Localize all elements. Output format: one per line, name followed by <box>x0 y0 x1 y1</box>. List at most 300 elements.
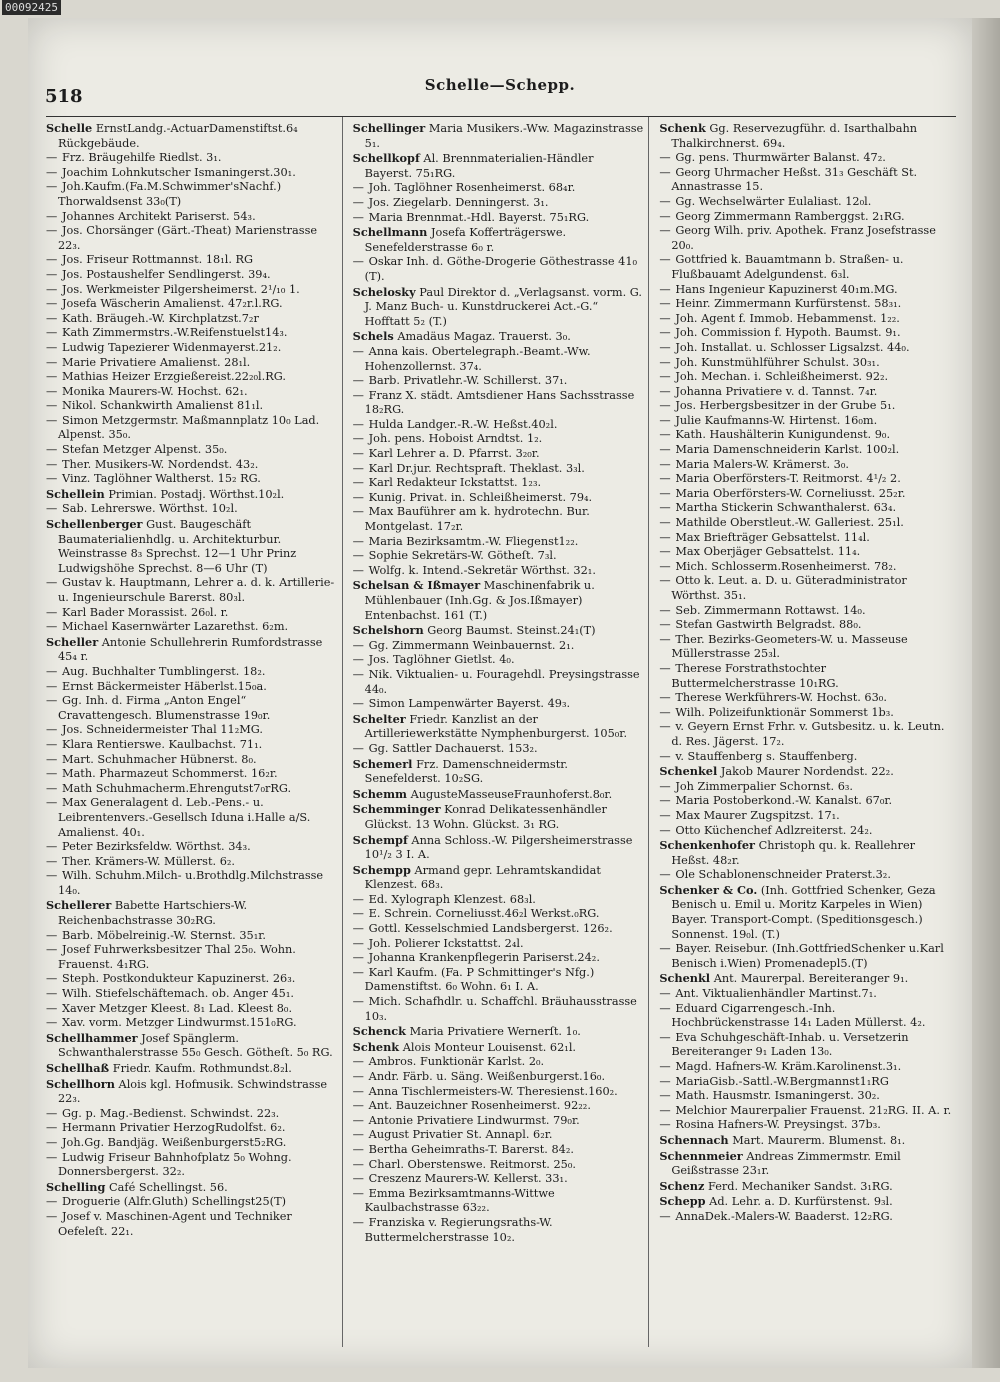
directory-entry <box>659 428 952 443</box>
entry-details: Amadäus Magaz. Trauerst. 3₀. <box>397 330 571 344</box>
entry-details: v. Geyern Ernst Frhr. v. Gutsbesitz. u. k. Leutn. d. Res. Jägerst. 17₂. <box>671 720 945 748</box>
entry-details: Josef Spänglerm. Schwanthalerstrasse 55₀ Gesch. Götheſt. 5₀ RG. <box>58 1031 333 1060</box>
entry-details: Wilh. Stiefelschäftemach. ob. Anger 45₁. <box>62 987 294 1001</box>
entry-details: Karl Kaufm. (Fa. P Schmittinger's Nfg.) Damenstiftst. 6₀ Wohn. 6₁ I. A. <box>364 965 595 994</box>
entry-details: Anna Tischlermeisters-W. Theresienst.160₂. <box>368 1084 618 1098</box>
entry-details: Babette Hartschiers-W. Reichenbachstrasse 30₂RG. <box>58 899 248 928</box>
ditto-dash: — <box>352 697 364 711</box>
ditto-dash: — <box>352 1084 364 1098</box>
directory-entry <box>353 1099 645 1114</box>
entry-surname: Schelling <box>46 1179 106 1194</box>
entry-details: Franziska v. Regierungsraths-W. Buttermelcherstrasse 10₂. <box>364 1215 553 1244</box>
column-middle <box>353 117 650 1347</box>
directory-entry <box>46 472 338 487</box>
directory-entry <box>659 883 952 942</box>
directory-entry <box>353 653 645 668</box>
entry-details: Friedr. Kaufm. Rothmundst.8₂l. <box>112 1062 292 1075</box>
entry-details: Maria Musikers.-Ww. Magazinstrasse 5₁. <box>364 122 644 150</box>
ditto-dash: — <box>352 936 364 950</box>
directory-entry <box>46 487 338 503</box>
directory-entry <box>659 1210 952 1225</box>
ditto-dash: — <box>352 534 364 548</box>
ditto-dash: — <box>46 282 58 296</box>
ditto-dash: — <box>46 224 58 238</box>
entry-surname: Schellein <box>46 486 105 501</box>
ditto-dash: — <box>659 486 671 500</box>
ditto-dash: — <box>659 1001 671 1015</box>
entry-details: Franz X. städt. Amtsdiener Hans Sachsstrasse 18₂RG. <box>364 388 635 417</box>
entry-details: Jos. Schneidermeister Thal 11₂MG. <box>62 723 263 737</box>
directory-entry <box>659 443 952 458</box>
entry-details: Konrad Delikatessenhändler Glückst. 13 Wohn. Glückst. 3₁ RG. <box>364 803 607 831</box>
entry-details: Johannes Architekt Pariserst. 54₃. <box>62 209 256 223</box>
directory-entry <box>353 668 645 697</box>
ditto-dash: — <box>352 1099 364 1113</box>
ditto-dash: — <box>352 1128 364 1142</box>
directory-entry <box>659 356 952 371</box>
ditto-dash: — <box>659 326 671 340</box>
entry-details: Barb. Möbelreinig.-W. Sternst. 35₁r. <box>62 928 266 942</box>
ditto-dash: — <box>46 987 58 1001</box>
directory-entry <box>353 623 645 639</box>
directory-entry <box>46 356 338 371</box>
directory-entry <box>353 1040 645 1056</box>
directory-entry <box>46 943 338 972</box>
ditto-dash: — <box>46 399 58 413</box>
directory-entry <box>46 341 338 356</box>
directory-entry <box>353 374 645 389</box>
directory-entry <box>46 576 338 605</box>
entry-surname: Schenkenhofer <box>659 838 755 853</box>
entry-details: Eduard Cigarrengesch.-Inh. Hochbrückenstrasse 14₁ Laden Müllerst. 4₂. <box>671 1001 926 1030</box>
directory-entry <box>353 535 645 550</box>
entry-details: Gust. Baugeschäft Baumaterialienhdlg. u. Architekturbur. Weinstrasse 8₃ Sprechst. 12—1 Uhr Prinz Ludwigshöhe Sprechst. 8—6 Uhr (T) <box>58 518 297 575</box>
entry-details: Xaver Metzger Kleest. 8₁ Lad. Kleest 8₀. <box>62 1001 293 1015</box>
directory-entry <box>46 121 338 151</box>
ditto-dash: — <box>46 972 58 986</box>
directory-entry <box>353 345 645 374</box>
entry-details: Andreas Zimmermstr. Emil Geißstrasse 23₁r. <box>671 1149 901 1178</box>
directory-entry <box>659 1133 952 1149</box>
ditto-dash: — <box>659 457 671 471</box>
entry-surname: Schempp <box>352 862 411 877</box>
directory-entry <box>659 545 952 560</box>
ditto-dash: — <box>46 413 58 427</box>
entry-details: Josef Fuhrwerksbesitzer Thal 25₀. Wohn. Frauenst. 4₁RG. <box>58 943 296 971</box>
directory-entry <box>46 1180 338 1196</box>
entry-details: v. Stauffenberg s. Stauffenberg. <box>675 749 858 763</box>
ditto-dash: — <box>659 370 671 384</box>
entry-details: Frz. Bräugehilfe Riedlst. 3₁. <box>62 151 222 165</box>
directory-entry <box>353 742 645 757</box>
directory-entry <box>659 1179 952 1195</box>
directory-entry <box>659 385 952 400</box>
directory-entry <box>353 447 645 462</box>
ditto-dash: — <box>659 311 671 325</box>
ditto-dash: — <box>659 1118 671 1132</box>
entry-details: Eva Schuhgeschäft-Inhab. u. Versetzerin Bereiteranger 9₁ Laden 13₀. <box>671 1030 909 1059</box>
entry-surname: Schemminger <box>352 802 441 817</box>
entry-details: Josefa Wäscherin Amalienst. 47₂r.l.RG. <box>62 297 283 311</box>
directory-entry <box>46 370 338 385</box>
directory-entry <box>46 502 338 517</box>
entry-details: Ther. Bezirks-Geometers-W. u. Masseuse Müllerstrasse 25₃l. <box>671 632 908 661</box>
directory-entry <box>46 694 338 723</box>
entry-details: Gg. pens. Thurmwärter Balanst. 47₂. <box>675 151 886 165</box>
directory-entry <box>659 1104 952 1119</box>
ditto-dash: — <box>659 209 671 223</box>
directory-entry <box>659 414 952 429</box>
directory-entry <box>659 720 952 749</box>
directory-entry <box>353 255 645 284</box>
entry-details: Joh Zimmerpalier Schornst. 6₃. <box>675 779 854 793</box>
directory-entry <box>353 1216 645 1245</box>
entry-details: Jos. Postaushelfer Sendlingerst. 39₄. <box>62 267 271 281</box>
entry-details: Otto Küchenchef Adlzreiterst. 24₂. <box>675 823 873 837</box>
entry-details: Andr. Färb. u. Säng. Weißenburgerst.16₀. <box>368 1070 606 1083</box>
entry-details: Therese Werkführers-W. Hochst. 63₀. <box>675 691 887 705</box>
entry-details: Anna Schloss.-W. Pilgersheimerstrasse 10¹/₂ 3 I. A. <box>364 833 633 862</box>
entry-details: Gg. Zimmermann Weinbauernst. 2₁. <box>368 638 575 652</box>
directory-entry <box>353 863 645 893</box>
entry-details: Karl Bader Morassist. 26₀l. r. <box>62 605 229 619</box>
entry-details: Maria Malers-W. Krämerst. 3₀. <box>675 457 849 471</box>
directory-entry <box>353 712 645 742</box>
directory-entry <box>46 458 338 473</box>
entry-surname: Schelter <box>352 711 406 726</box>
ditto-dash: — <box>659 399 671 413</box>
directory-entry <box>46 929 338 944</box>
entry-details: Ernst Bäckermeister Häberlst.15₀a. <box>62 679 267 693</box>
ditto-dash: — <box>659 340 671 354</box>
ditto-dash: — <box>46 1209 58 1223</box>
ditto-dash: — <box>46 694 58 708</box>
ditto-dash: — <box>659 151 671 165</box>
entry-details: Max Briefträger Gebsattelst. 11₄l. <box>675 530 870 544</box>
running-head: Schelle—Schepp. <box>424 76 576 94</box>
directory-entry <box>353 907 645 922</box>
ditto-dash: — <box>352 638 364 652</box>
directory-entry <box>353 639 645 654</box>
directory-entry <box>46 1031 338 1061</box>
directory-entry <box>353 937 645 952</box>
ditto-dash: — <box>659 661 671 675</box>
directory-entry <box>659 399 952 414</box>
ditto-dash: — <box>46 576 58 590</box>
entry-details: Stefan Gastwirth Belgradst. 88₀. <box>675 618 862 632</box>
ditto-dash: — <box>46 928 58 942</box>
entry-details: Monika Maurers-W. Hochst. 62₁. <box>62 384 248 398</box>
entry-details: Simon Lampenwärter Bayerst. 49₃. <box>368 697 571 711</box>
entry-details: Georg Uhrmacher Heßst. 31₃ Geschäft St. Annastrasse 15. <box>671 165 918 194</box>
entry-details: AugusteMasseuseFraunhoferst.8₀r. <box>410 787 613 801</box>
ditto-dash: — <box>659 1089 671 1103</box>
ditto-dash: — <box>352 461 364 475</box>
ditto-dash: — <box>659 428 671 442</box>
ditto-dash: — <box>46 840 58 854</box>
directory-entry <box>353 1172 645 1187</box>
directory-entry <box>659 224 952 253</box>
directory-entry <box>46 869 338 898</box>
directory-entry <box>659 516 952 531</box>
ditto-dash: — <box>46 752 58 766</box>
directory-entry <box>353 757 645 787</box>
directory-entry <box>659 574 952 603</box>
ditto-dash: — <box>659 516 671 530</box>
entry-details: ErnstLandg.-ActuarDamenstiftst.6₄ Rückgebäude. <box>58 122 298 150</box>
directory-entry <box>659 166 952 195</box>
directory-entry <box>353 121 645 151</box>
ditto-dash: — <box>46 723 58 737</box>
entry-details: Al. Brennmaterialien-Händler Bayerst. 75₁RG. <box>364 152 594 180</box>
ditto-dash: — <box>46 796 58 810</box>
entry-details: Jos. Ziegelarb. Denningerst. 3₁. <box>368 195 549 209</box>
ditto-dash: — <box>659 794 671 808</box>
entry-details: Ther. Musikers-W. Nordendst. 43₂. <box>62 457 259 471</box>
ditto-dash: — <box>352 1172 364 1186</box>
directory-entry <box>353 476 645 491</box>
ditto-dash: — <box>46 326 58 340</box>
directory-entry <box>659 1075 952 1090</box>
ditto-dash: — <box>659 472 671 486</box>
entry-details: Johanna Privatiere v. d. Tannst. 7₄r. <box>675 384 878 398</box>
directory-entry <box>659 691 952 706</box>
entry-surname: Schellhaß <box>46 1061 110 1075</box>
directory-entry <box>659 987 952 1002</box>
directory-entry <box>659 618 952 633</box>
directory-entry <box>353 922 645 937</box>
ditto-dash: — <box>659 165 671 179</box>
ditto-dash: — <box>46 340 58 354</box>
ditto-dash: — <box>352 667 364 681</box>
entry-details: Heinr. Zimmermann Kurfürstenst. 58₃₁. <box>675 297 902 311</box>
entry-details: Rosina Hafners-W. Preysingst. 37b₃. <box>675 1118 881 1132</box>
entry-details: Oskar Inh. d. Göthe-Drogerie Göthestrasse 41₀ (T). <box>364 255 638 283</box>
directory-entry <box>659 868 952 883</box>
directory-entry <box>659 326 952 341</box>
entry-details: Ludwig Tapezierer Widenmayerst.21₂. <box>62 340 282 354</box>
directory-entry <box>46 680 338 695</box>
ditto-dash: — <box>352 965 364 979</box>
directory-entry <box>46 224 338 253</box>
ditto-dash: — <box>352 417 364 431</box>
ditto-dash: — <box>659 868 671 882</box>
directory-entry <box>46 414 338 443</box>
directory-entry <box>46 210 338 225</box>
ditto-dash: — <box>46 151 58 165</box>
entry-surname: Schels <box>352 329 394 344</box>
directory-entry <box>353 432 645 447</box>
directory-entry <box>659 633 952 662</box>
entry-surname: Schenck <box>352 1024 407 1039</box>
entry-details: Bayer. Reisebur. (Inh.GottfriedSchenker u.Karl Benisch i.Wien) Promenadepl5.(T) <box>671 942 944 970</box>
entry-details: Mathilde Oberstleut.-W. Galleriest. 25₁l. <box>675 516 904 530</box>
directory-entry <box>353 787 645 803</box>
directory-entry <box>659 370 952 385</box>
entry-details: Joachim Lohnkutscher Ismaningerst.30₁. <box>62 165 296 179</box>
ditto-dash: — <box>46 620 58 634</box>
ditto-dash: — <box>659 297 671 311</box>
directory-entry <box>659 312 952 327</box>
directory-entry <box>46 796 338 840</box>
directory-entry <box>659 794 952 809</box>
entry-details: Maria Privatiere Wernerſt. 1₀. <box>409 1025 581 1039</box>
entry-details: (Inh. Gottfried Schenker, Geza Benisch u. Emil u. Moritz Karpeles in Wien) Bayer. Transport-Compt. (Speditionsgesch.) Sonnenst. 19₀l. (T.) <box>671 883 936 941</box>
ditto-dash: — <box>659 559 671 573</box>
directory-entry <box>659 458 952 473</box>
entry-surname: Schellhammer <box>46 1030 138 1045</box>
entry-details: Alois kgl. Hofmusik. Schwindstrasse 22₃. <box>58 1077 328 1106</box>
ditto-dash: — <box>352 653 364 667</box>
ditto-dash: — <box>352 907 364 921</box>
entry-details: E. Schrein. Corneliusst.46₂l Werkst.₀RG. <box>368 907 600 921</box>
entry-details: Antonie Privatiere Lindwurmst. 79₀r. <box>368 1113 580 1127</box>
entry-details: Jos. Herbergsbesitzer in der Grube 5₁. <box>675 399 896 413</box>
entry-details: Sophie Sekretärs-W. Götheſt. 7₃l. <box>368 549 557 563</box>
entry-details: Mich. Schafhdlr. u. Schaffchl. Bräuhausstrasse 10₃. <box>364 995 637 1023</box>
directory-entry <box>46 297 338 312</box>
entry-surname: Schellkopf <box>352 151 420 166</box>
ditto-dash: — <box>46 781 58 795</box>
page-edge <box>972 18 1000 1368</box>
entry-details: Johanna Krankenpflegerin Pariserst.24₂. <box>368 951 600 965</box>
directory-entry <box>659 1002 952 1031</box>
entry-details: Kath. Haushälterin Kunigundenst. 9₀. <box>675 428 891 442</box>
entry-details: Ole Schablonenschneider Praterst.3₂. <box>675 868 891 882</box>
ditto-dash: — <box>659 987 671 1001</box>
ditto-dash: — <box>46 457 58 471</box>
entry-details: Jos. Werkmeister Pilgersheimerst. 2¹/₁₀ 1. <box>62 282 300 296</box>
directory-entry <box>353 1055 645 1070</box>
entry-details: Gg. Reservezugführ. d. Isarthalbahn Thalkirchnerst. 69₄. <box>671 122 918 150</box>
directory-entry <box>659 662 952 691</box>
entry-details: Karl Redakteur Ickstattst. 1₂₃. <box>368 476 542 490</box>
entry-details: Joh.Gg. Bandjäg. Weißenburgerst5₂RG. <box>62 1135 287 1149</box>
directory-entry <box>659 121 952 151</box>
directory-entry <box>659 942 952 971</box>
entry-details: Jos. Friseur Rottmannst. 18₁l. RG <box>62 253 254 267</box>
directory-entry <box>659 195 952 210</box>
entry-details: MariaGisb.-Sattl.-W.Bergmannst1₁RG <box>675 1074 889 1088</box>
ditto-dash: — <box>46 737 58 751</box>
ditto-dash: — <box>352 181 364 195</box>
entry-details: Jos. Taglöhner Gietlst. 4₀. <box>368 653 515 667</box>
directory-entry <box>659 1060 952 1075</box>
directory-entry <box>46 443 338 458</box>
entry-details: Ludwig Friseur Bahnhofplatz 5₀ Wohng. Donnersbergerst. 32₂. <box>58 1150 292 1179</box>
directory-entry <box>46 253 338 268</box>
ditto-dash: — <box>659 545 671 559</box>
entry-surname: Schenkel <box>659 764 718 779</box>
directory-entry <box>353 951 645 966</box>
directory-entry <box>353 196 645 211</box>
ditto-dash: — <box>46 253 58 267</box>
directory-entry <box>659 487 952 502</box>
entry-details: Math. Pharmazeut Schommerst. 16₂r. <box>62 767 278 781</box>
directory-entry <box>659 501 952 516</box>
ditto-dash: — <box>46 943 58 957</box>
ditto-dash: — <box>352 210 364 224</box>
entry-details: Stefan Metzger Alpenst. 35₀. <box>62 443 228 457</box>
directory-entry <box>46 723 338 738</box>
ditto-dash: — <box>352 1070 364 1083</box>
directory-entry <box>353 1114 645 1129</box>
page-number: 518 <box>45 86 83 107</box>
entry-details: Josefa Kofferträgerswe. Senefelderstrasse 6₀ r. <box>364 226 567 254</box>
directory-entry <box>46 855 338 870</box>
ditto-dash: — <box>352 549 364 563</box>
entry-surname: Schellmann <box>352 225 428 240</box>
directory-entry <box>46 840 338 855</box>
ditto-dash: — <box>46 384 58 398</box>
entry-details: Café Schellingst. 56. <box>109 1180 228 1194</box>
entry-details: Joh. Taglöhner Rosenheimerst. 68₄r. <box>368 181 576 195</box>
entry-details: Ad. Lehr. a. D. Kurfürstenst. 9₃l. <box>709 1195 893 1209</box>
ditto-dash: — <box>352 195 364 209</box>
ditto-dash: — <box>46 370 58 384</box>
directory-entry <box>46 1136 338 1151</box>
ditto-dash: — <box>352 490 364 504</box>
directory-entry <box>353 564 645 579</box>
entry-details: Maschinenfabrik u. Mühlenbauer (Inh.Gg. & Jos.Ißmayer) Entenbachst. 161 (T.) <box>364 579 595 622</box>
ditto-dash: — <box>46 1135 58 1149</box>
ditto-dash: — <box>46 1121 58 1135</box>
scan-id: 00092425 <box>2 0 61 15</box>
directory-entry <box>659 210 952 225</box>
ditto-dash: — <box>352 388 364 402</box>
entry-details: Frz. Damenschneidermstr. Senefelderst. 10₂SG. <box>364 757 569 786</box>
entry-details: Hermann Privatier HerzogRudolfst. 6₂. <box>62 1121 286 1135</box>
directory-entry <box>46 1002 338 1017</box>
directory-entry <box>353 211 645 226</box>
ditto-dash: — <box>659 618 671 632</box>
ditto-dash: — <box>659 749 671 763</box>
ditto-dash: — <box>659 253 671 267</box>
directory-entry <box>46 1151 338 1180</box>
ditto-dash: — <box>352 1142 364 1156</box>
directory-entry <box>659 706 952 721</box>
directory-entry <box>46 1077 338 1107</box>
entry-details: Max Oberjäger Gebsattelst. 11₄. <box>675 545 861 559</box>
directory-entry <box>353 697 645 712</box>
entry-surname: Schellhorn <box>46 1076 115 1091</box>
ditto-dash: — <box>46 869 58 883</box>
entry-details: Kath Zimmermstrs.-W.Reifenstuelst14₃. <box>62 326 288 340</box>
entry-details: Christoph qu. k. Reallehrer Heßst. 48₂r. <box>671 839 916 867</box>
ditto-dash: — <box>659 443 671 457</box>
directory-entry <box>353 225 645 255</box>
entry-surname: Schellenberger <box>46 517 143 532</box>
entry-surname: Scheller <box>46 634 99 649</box>
ditto-dash: — <box>352 432 364 446</box>
ditto-dash: — <box>659 1209 671 1223</box>
directory-entry <box>353 462 645 477</box>
entry-details: Math Schuhmacherm.Ehrengutst7₀rRG. <box>62 781 292 795</box>
entry-details: Seb. Zimmermann Rottawst. 14₀. <box>675 603 866 617</box>
entry-surname: Schepp <box>659 1194 706 1209</box>
directory-entry <box>46 987 338 1002</box>
directory-entry <box>46 1016 338 1031</box>
directory-entry <box>353 1143 645 1158</box>
entry-details: Emma Bezirksamtmanns-Wittwe Kaulbachstrasse 63₂₂. <box>364 1186 555 1215</box>
ditto-dash: — <box>659 779 671 793</box>
ditto-dash: — <box>352 563 364 577</box>
directory-entry <box>353 549 645 564</box>
entry-surname: Schenk <box>659 121 706 135</box>
ditto-dash: — <box>352 255 364 269</box>
ditto-dash: — <box>659 355 671 369</box>
ditto-dash: — <box>352 476 364 490</box>
